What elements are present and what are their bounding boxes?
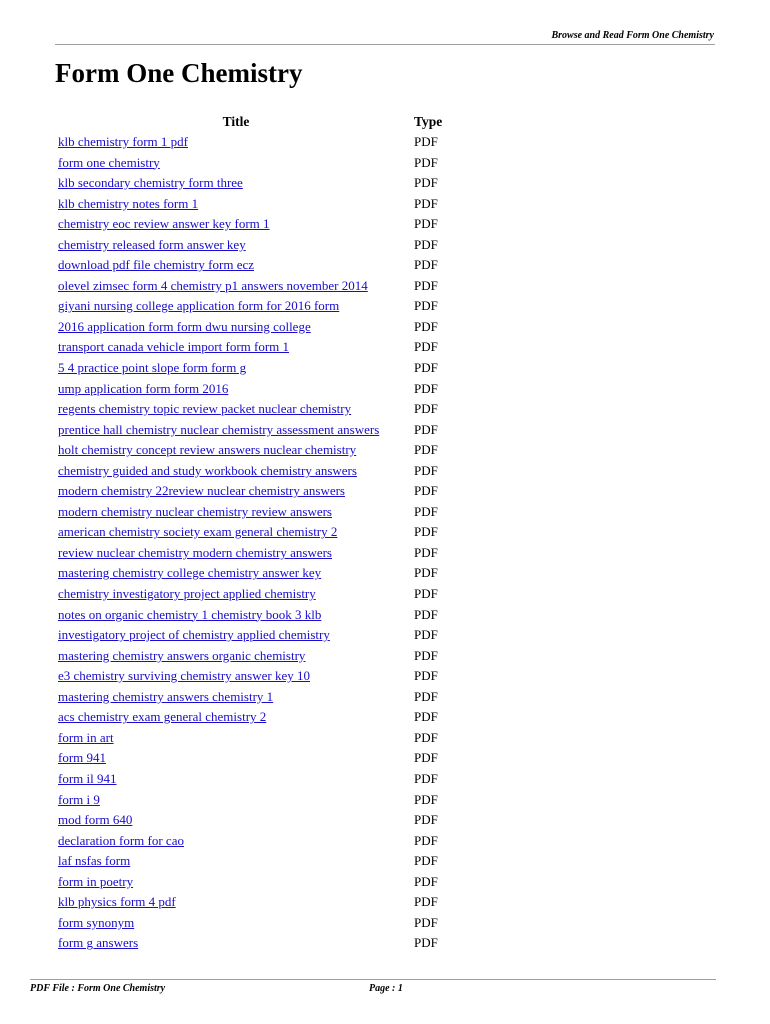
document-link[interactable]: chemistry investigatory project applied chemistry bbox=[58, 586, 316, 602]
document-type: PDF bbox=[414, 401, 438, 417]
document-type: PDF bbox=[414, 524, 438, 540]
document-type: PDF bbox=[414, 442, 438, 458]
table-row bbox=[58, 748, 458, 769]
document-link[interactable]: investigatory project of chemistry applied chemistry bbox=[58, 627, 330, 643]
document-link[interactable]: e3 chemistry surviving chemistry answer key 10 bbox=[58, 668, 310, 684]
document-type: PDF bbox=[414, 318, 438, 334]
table-row bbox=[58, 605, 458, 626]
document-type: PDF bbox=[414, 709, 438, 725]
document-link[interactable]: mastering chemistry answers organic chemistry bbox=[58, 647, 306, 663]
document-link[interactable]: download pdf file chemistry form ecz bbox=[58, 257, 255, 273]
document-type: PDF bbox=[414, 853, 438, 869]
table-row bbox=[58, 666, 458, 687]
table-row bbox=[58, 296, 458, 317]
document-link[interactable]: mod form 640 bbox=[58, 812, 133, 828]
document-link[interactable]: mastering chemistry answers chemistry 1 bbox=[58, 688, 274, 704]
table-row bbox=[58, 522, 458, 543]
document-type: PDF bbox=[414, 627, 438, 643]
document-type: PDF bbox=[414, 483, 438, 499]
document-type: PDF bbox=[414, 216, 438, 232]
document-link[interactable]: chemistry eoc review answer key form 1 bbox=[58, 216, 270, 232]
table-row bbox=[58, 913, 458, 934]
table-row bbox=[58, 440, 458, 461]
table-row bbox=[58, 173, 458, 194]
document-type: PDF bbox=[414, 154, 438, 170]
document-link[interactable]: declaration form for cao bbox=[58, 832, 184, 848]
table-row bbox=[58, 214, 458, 235]
table-row bbox=[58, 337, 458, 358]
table-row bbox=[58, 132, 458, 153]
document-link[interactable]: form one chemistry bbox=[58, 154, 160, 170]
document-type: PDF bbox=[414, 236, 438, 252]
document-type: PDF bbox=[414, 175, 438, 191]
document-type: PDF bbox=[414, 544, 438, 560]
document-type: PDF bbox=[414, 195, 438, 211]
document-type: PDF bbox=[414, 462, 438, 478]
document-link[interactable]: form i 9 bbox=[58, 791, 100, 807]
document-type: PDF bbox=[414, 832, 438, 848]
document-type: PDF bbox=[414, 277, 438, 293]
table-row bbox=[58, 358, 458, 379]
table-row bbox=[58, 851, 458, 872]
document-type: PDF bbox=[414, 503, 438, 519]
document-type: PDF bbox=[414, 606, 438, 622]
table-row bbox=[58, 831, 458, 852]
document-link[interactable]: klb chemistry form 1 pdf bbox=[58, 134, 188, 149]
table-body bbox=[58, 132, 458, 954]
header-note: Browse and Read Form One Chemistry bbox=[551, 30, 714, 41]
document-link[interactable]: form in art bbox=[58, 729, 114, 745]
document-type: PDF bbox=[414, 339, 438, 355]
table-row bbox=[58, 461, 458, 482]
table-row bbox=[58, 194, 458, 215]
column-header-type: Type bbox=[414, 114, 443, 129]
document-type: PDF bbox=[414, 935, 438, 951]
table-row bbox=[58, 810, 458, 831]
document-link[interactable]: ump application form form 2016 bbox=[58, 380, 229, 396]
document-link[interactable]: holt chemistry concept review answers nuclear chemistry bbox=[58, 442, 357, 458]
table-row bbox=[58, 687, 458, 708]
table-row bbox=[58, 235, 458, 256]
document-link[interactable]: notes on organic chemistry 1 chemistry book 3 klb bbox=[58, 606, 322, 622]
table-row bbox=[58, 255, 458, 276]
footer-page-number: Page : 1 bbox=[369, 983, 403, 994]
document-type: PDF bbox=[414, 257, 438, 273]
table-row bbox=[58, 728, 458, 749]
table-row bbox=[58, 420, 458, 441]
document-link[interactable]: form il 941 bbox=[58, 770, 117, 786]
document-type: PDF bbox=[414, 914, 438, 930]
document-type: PDF bbox=[414, 565, 438, 581]
document-type: PDF bbox=[414, 770, 438, 786]
table-row bbox=[58, 872, 458, 893]
document-type: PDF bbox=[414, 134, 438, 149]
document-link[interactable]: 5 4 practice point slope form form g bbox=[58, 360, 247, 376]
table-row bbox=[58, 153, 458, 174]
document-link[interactable]: giyani nursing college application form for 2016 form bbox=[58, 298, 340, 314]
document-link[interactable]: review nuclear chemistry modern chemistry answers bbox=[58, 544, 332, 560]
document-type: PDF bbox=[414, 873, 438, 889]
header-divider bbox=[55, 44, 715, 45]
table-row bbox=[58, 646, 458, 667]
document-link[interactable]: mastering chemistry college chemistry answer key bbox=[58, 565, 322, 581]
table-row bbox=[58, 769, 458, 790]
document-link[interactable]: form g answers bbox=[58, 935, 139, 951]
document-link[interactable]: acs chemistry exam general chemistry 2 bbox=[58, 709, 267, 725]
document-link[interactable]: olevel zimsec form 4 chemistry p1 answers november 2014 bbox=[58, 277, 368, 293]
footer-divider bbox=[30, 979, 716, 980]
document-link[interactable]: american chemistry society exam general chemistry 2 bbox=[58, 524, 338, 540]
document-link[interactable]: form in poetry bbox=[58, 873, 134, 889]
document-link[interactable]: 2016 application form form dwu nursing college bbox=[58, 318, 311, 334]
document-type: PDF bbox=[414, 812, 438, 828]
document-link[interactable]: klb chemistry notes form 1 bbox=[58, 195, 199, 211]
table-row bbox=[58, 933, 458, 954]
table-row bbox=[58, 399, 458, 420]
table-row bbox=[58, 707, 458, 728]
table-row bbox=[58, 563, 458, 584]
document-link[interactable]: chemistry released form answer key bbox=[58, 236, 246, 252]
document-type: PDF bbox=[414, 750, 438, 766]
document-table bbox=[58, 112, 458, 954]
document-link[interactable]: chemistry guided and study workbook chemistry answers bbox=[58, 462, 357, 478]
table-row bbox=[58, 543, 458, 564]
table-row bbox=[58, 379, 458, 400]
document-type: PDF bbox=[414, 586, 438, 602]
document-link[interactable]: modern chemistry nuclear chemistry review answers bbox=[58, 503, 332, 519]
document-link[interactable]: laf nsfas form bbox=[58, 853, 131, 869]
table-row bbox=[58, 892, 458, 913]
document-link[interactable]: klb physics form 4 pdf bbox=[58, 894, 176, 910]
table-row bbox=[58, 790, 458, 811]
document-type: PDF bbox=[414, 380, 438, 396]
document-type: PDF bbox=[414, 688, 438, 704]
document-type: PDF bbox=[414, 729, 438, 745]
document-title: Form One Chemistry bbox=[55, 58, 303, 88]
document-link[interactable]: modern chemistry 22review nuclear chemistry answers bbox=[58, 483, 345, 499]
document-type: PDF bbox=[414, 298, 438, 314]
table-header bbox=[58, 112, 458, 132]
table-row bbox=[58, 625, 458, 646]
document-link[interactable]: regents chemistry topic review packet nuclear chemistry bbox=[58, 401, 352, 417]
document-link[interactable]: form synonym bbox=[58, 914, 135, 930]
document-link[interactable]: klb secondary chemistry form three bbox=[58, 175, 243, 191]
document-type: PDF bbox=[414, 791, 438, 807]
column-header-title: Title bbox=[222, 114, 250, 129]
footer-file-label: PDF File : Form One Chemistry bbox=[30, 983, 166, 994]
document-link[interactable]: prentice hall chemistry nuclear chemistry assessment answers bbox=[58, 421, 380, 437]
document-type: PDF bbox=[414, 668, 438, 684]
document-type: PDF bbox=[414, 894, 438, 910]
document-link[interactable]: form 941 bbox=[58, 750, 107, 766]
document-type: PDF bbox=[414, 360, 438, 376]
document-type: PDF bbox=[414, 647, 438, 663]
table-row bbox=[58, 276, 458, 297]
table-row bbox=[58, 502, 458, 523]
document-link[interactable]: transport canada vehicle import form form 1 bbox=[58, 339, 290, 355]
table-row bbox=[58, 481, 458, 502]
document-type: PDF bbox=[414, 421, 438, 437]
table-row bbox=[58, 584, 458, 605]
table-row bbox=[58, 317, 458, 338]
